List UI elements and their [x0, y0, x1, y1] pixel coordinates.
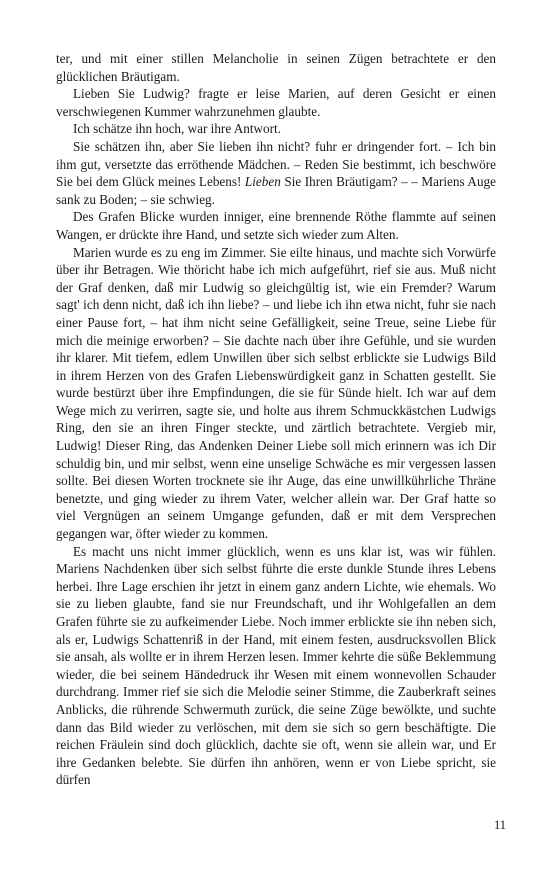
page-number: 11 [493, 818, 506, 832]
page-body [56, 50, 496, 789]
text-run: Sie schätzen ihn, aber Sie lieben ihn nicht? fuhr er dringender fort. – Ich bin ihm gut, versetzte das erröthende Mädchen. – Reden Sie bestimmt, ich beschwöre Sie bei dem Glück meines Lebens! [56, 138, 496, 190]
paragraph [56, 50, 496, 85]
paragraph [56, 244, 496, 543]
text-run: Es macht uns nicht immer glücklich, wenn es uns klar ist, was wir fühlen. Mariens Nachdenken über sich selbst führte die erste dunkle Stunde ihres Lebens herbei. Ihre Lage erschien ihr jetzt in einem ganz andern Lichte, wie ehemals. Wo sie zu lieben glaubte, fand sie nur Freundschaft, und ihr Wohlgefallen an dem Grafen führte sie zu aufkeimender Liebe. Noch immer erblickte sie ihn neben sich, als er, Ludwigs Schattenriß in der Hand, mit einem festen, ausdrucksvollen Blick sie ansah, als wollte er in ihrem Herzen lesen. Immer kehrte die süße Beklemmung wieder, die bei seinem Händedruck ihr Wesen mit einem wonnevollen Schauder durchdrang. Immer rief sie sich die Melodie seiner Stimme, die Zauberkraft seines Anblicks, die rührende Schwermuth zurück, die seine Züge bewölkte, und suchte dann das Bild wieder zu verlöschen, mit dem sie sich so gern beschäftigte. Die reichen Fräulein sind doch glücklich, dachte sie oft, wenn sie allein war, und Er ihre Gedanken belebte. Sie dürfen ihn anhören, wenn er von Liebe spricht, sie dürfen [56, 543, 496, 788]
paragraph [56, 543, 496, 789]
paragraph [56, 208, 496, 243]
emphasis-text: Lieben [244, 174, 281, 190]
text-run: ter, und mit einer stillen Melancholie in seinen Zügen betrachtete er den glücklichen Bräutigam. [56, 51, 496, 84]
text-run: Sie Ihren Bräutigam? – – Mariens Auge sank zu Boden; – sie schwieg. [56, 174, 496, 207]
text-run: Lieben Sie Ludwig? fragte er leise Marien, auf deren Gesicht er einen verschwiegenen Kummer wahrzunehmen glaubte. [56, 86, 496, 119]
paragraph [56, 85, 496, 120]
text-run: Des Grafen Blicke wurden inniger, eine brennende Röthe flammte auf seinen Wangen, er drückte ihre Hand, und setzte sich wieder zum Alten. [56, 209, 496, 242]
text-run: Ich schätze ihn hoch, war ihre Antwort. [73, 121, 281, 137]
text-run: Marien wurde es zu eng im Zimmer. Sie eilte hinaus, und machte sich Vorwürfe über ihr Betragen. Wie thöricht habe ich mich aufgeführt, rief sie aus. Muß nicht der Graf denken, daß mir Ludwig so gleichgültig ist, wie ein Fremder? Warum sagt' ich denn nicht, daß ich ihn liebe? – und liebe ich ihn etwa nicht, fuhr sie nach einer Pause fort, – hat ihm nicht seine Gefälligkeit, seine Treue, seine Liebe für mich die meinige erworben? – Sie dachte nach über ihre Gefühle, und sie wurden ihr klarer. Mit tiefem, edlem Unwillen über sich selbst erblickte sie Ludwigs Bild in ihrem Herzen von des Grafen Liebenswürdigkeit ganz in Schatten gestellt. Sie wurde bestürzt über ihre Empfindungen, die sie für Sünde hielt. Ich war auf dem Wege mich zu verirren, sagte sie, und holte aus ihrem Schmuckkästchen Ludwigs Ring, den sie an ihren Finger steckte, und zärtlich betrachtete. Vergieb mir, Ludwig! Dieser Ring, das Andenken Deiner Liebe soll mich erinnern was ich Dir schuldig bin, und mir selbst, wenn eine unselige Schwäche es mir vergessen lassen sollte. Bei diesen Worten trocknete sie ihr Auge, das eine unwillkührliche Thräne benetzte, und ging wieder zu ihrem Vater, welcher allein war. Der Graf hatte so viel Vergnügen an seinem Umgange gefunden, daß er mit dem Versprechen gegangen war, öfter wieder zu kommen. [56, 244, 496, 542]
paragraph [56, 120, 496, 138]
paragraph [56, 138, 496, 208]
